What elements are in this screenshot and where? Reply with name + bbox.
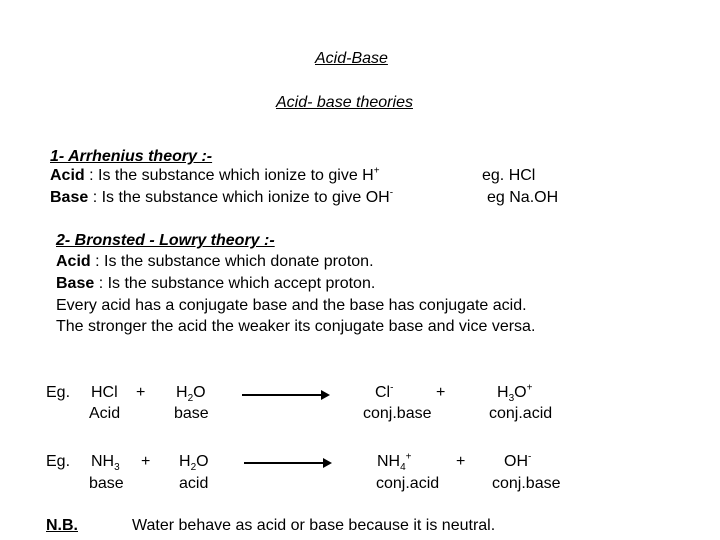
base-label: Base (50, 189, 89, 206)
eq1-product-2-a: H (497, 384, 509, 401)
nb-label-text: N.B. (46, 517, 78, 534)
acid-definition: : Is the substance which donate proton. (90, 253, 374, 270)
nb-text: Water behave as acid or base because it is neutral. (132, 517, 496, 534)
acid-label: Acid (50, 167, 85, 184)
eq2-reactant-1 (91, 453, 120, 474)
eq2-reaction-arrow-icon (244, 462, 330, 464)
eq1-product-2-sub: 3 (508, 393, 515, 405)
eq2-plus-1: + (141, 453, 151, 470)
eq1-product-2-label: conj.acid (489, 405, 553, 422)
arrhenius-acid-example: eg. HCl (482, 167, 536, 184)
arrhenius-base-example: eg Na.OH (487, 189, 559, 206)
eq2-reactant-2-b: O (196, 453, 209, 470)
eq1-reactant-2-label: base (174, 405, 209, 422)
eq2-reactant-1-sub: 3 (114, 462, 120, 474)
bronsted-base-line (56, 275, 375, 293)
eq2-product-2 (504, 453, 531, 471)
h-plus-sup: + (373, 165, 380, 177)
eq1-product-1 (375, 384, 393, 402)
eq2-eg-label: Eg. (46, 453, 71, 470)
eq1-reactant-2-a: H (176, 384, 188, 401)
eq2-reactant-2-a: H (179, 453, 191, 470)
eq1-plus-2: + (436, 384, 446, 401)
bronsted-line-4: The stronger the acid the weaker its conjugate base and vice versa. (56, 318, 536, 335)
eq2-product-2-label: conj.base (492, 475, 561, 492)
eq2-product-2-sup: - (528, 451, 532, 463)
eq1-reactant-2-sub: 2 (187, 393, 194, 405)
eq2-product-1-sup: + (405, 451, 412, 463)
acid-label: Acid (56, 253, 91, 270)
eq2-reactant-1-a: NH (91, 453, 115, 470)
bronsted-line-3: Every acid has a conjugate base and the base has conjugate acid. (56, 297, 527, 314)
eq2-reactant-1-label: base (89, 475, 124, 492)
page-title: Acid-Base (315, 50, 388, 67)
eq1-product-1-sup: - (390, 382, 394, 394)
eq1-reactant-1-label: Acid (89, 405, 121, 422)
arrhenius-acid-line (50, 167, 380, 185)
eq2-product-2-text: OH (504, 453, 528, 470)
nb-label (46, 517, 78, 535)
eq2-reactant-2-sub: 2 (190, 462, 197, 474)
oh-minus-sup: - (389, 187, 394, 199)
base-definition: : Is the substance which accept proton. (94, 275, 376, 292)
eq1-product-2 (497, 382, 533, 405)
acid-definition: : Is the substance which ionize to give H (84, 167, 374, 184)
eq2-reactant-2 (179, 453, 209, 474)
eq2-plus-2: + (456, 453, 466, 470)
eq1-reactant-2-b: O (193, 384, 206, 401)
eq1-reaction-arrow-icon (242, 394, 328, 396)
eq2-product-1-a: NH (377, 453, 401, 470)
bronsted-heading: 2- Bronsted - Lowry theory :- (56, 232, 275, 249)
bronsted-acid-line (56, 253, 374, 271)
eq1-product-2-sup: + (526, 382, 533, 394)
eq2-product-1-sub: 4 (400, 462, 406, 474)
page-subtitle: Acid- base theories (276, 94, 413, 111)
eq1-reactant-1: HCl (91, 384, 118, 401)
arrhenius-heading: 1- Arrhenius theory :- (50, 148, 213, 165)
eq1-eg-label: Eg. (46, 384, 71, 401)
base-label: Base (56, 275, 95, 292)
eq1-product-2-b: O (514, 384, 527, 401)
eq2-reactant-2-label: acid (179, 475, 209, 492)
eq1-plus-1: + (136, 384, 146, 401)
eq1-product-1-text: Cl (375, 384, 391, 401)
eq2-product-1-label: conj.acid (376, 475, 440, 492)
eq1-product-1-label: conj.base (363, 405, 432, 422)
arrhenius-base-line (50, 189, 393, 207)
eq1-reactant-2 (176, 384, 206, 405)
base-definition: : Is the substance which ionize to give OH (88, 189, 390, 206)
eq2-product-1 (377, 451, 412, 474)
